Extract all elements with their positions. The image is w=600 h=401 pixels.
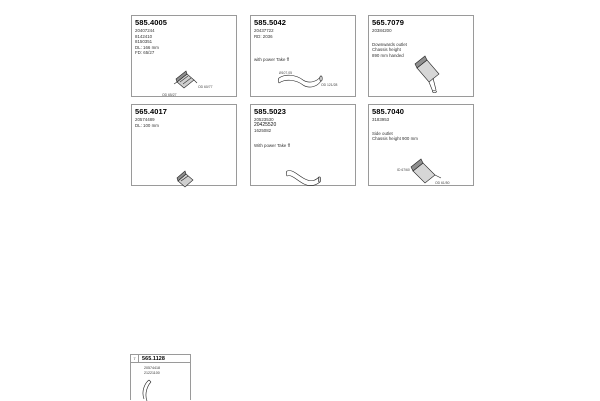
muffler-drawing (369, 105, 475, 187)
dimension-label: Ø107.05 (279, 71, 293, 75)
spec-line: 20523530 (254, 117, 274, 122)
part-card-585-4005[interactable] (131, 15, 237, 97)
item-index: 7 (131, 355, 139, 363)
spec-line: 20425520 (254, 121, 277, 128)
spec-line: 20574489 (135, 117, 155, 122)
silencer-shape (411, 159, 441, 183)
spec-note: With power Take ff (254, 142, 290, 148)
silencer-shape (415, 56, 439, 93)
spec-line: RD: 2036 (254, 33, 273, 39)
silencer-shape (177, 171, 193, 187)
part-card-565-1128[interactable] (130, 354, 191, 400)
spec-line: 21221100 (144, 370, 160, 375)
muffler-drawing (132, 16, 238, 98)
pipe-drawing (251, 105, 357, 187)
spec-line: 8150351 (135, 39, 153, 45)
part-number: 585.7040 (372, 107, 405, 116)
spec-line: DL: 100 mm (135, 122, 159, 128)
dimension-label: OD 65/27 (162, 93, 177, 97)
spec-line: DL: 166 mm (135, 44, 159, 50)
part-number: 565.7079 (372, 18, 405, 27)
silencer-shape (174, 71, 197, 88)
spec-note: Chassis height (372, 47, 401, 53)
pipe-shape (278, 75, 322, 87)
spec-note: 890 mm handed (372, 52, 404, 58)
spec-note: Chassis height 900 mm (372, 136, 418, 142)
part-number: 565.1128 (142, 356, 165, 362)
part-number: 585.5042 (254, 18, 287, 27)
muffler-drawing (369, 16, 475, 98)
pipe-drawing (131, 355, 192, 401)
pipe-shape (286, 171, 320, 186)
part-card-585-5042[interactable] (250, 15, 356, 97)
spec-line: 1625082 (254, 128, 272, 134)
part-number: 585.5023 (254, 107, 287, 116)
part-card-565-7079[interactable] (368, 15, 474, 97)
part-card-585-5023[interactable] (250, 104, 356, 186)
part-card-585-7040[interactable] (368, 104, 474, 186)
pipe-drawing (251, 16, 357, 98)
spec-line: 8142410 (135, 33, 153, 39)
spec-line: 20384200 (372, 28, 392, 33)
muffler-drawing (132, 105, 238, 187)
spec-note: with power Take ff (254, 57, 289, 63)
spec-line: 20437722 (254, 28, 274, 33)
part-card-565-4017[interactable] (131, 104, 237, 186)
spec-line: 20574418 (144, 366, 160, 370)
dimension-label: ID 67/60 (397, 168, 410, 172)
spec-note: Side outlet (372, 130, 393, 136)
spec-line: 20407244 (135, 28, 155, 33)
spec-line: 3183953 (372, 117, 390, 122)
dimension-label: OD 60/77 (198, 85, 213, 89)
dimension-label: OD 61/50 (435, 181, 450, 185)
spec-line: FD: 65/27 (135, 50, 155, 56)
part-number: 585.4005 (135, 18, 168, 27)
spec-note: Downwards outlet (372, 41, 407, 47)
pipe-shape (143, 380, 151, 401)
part-number: 565.4017 (135, 107, 168, 116)
dimension-label: OD 121/28 (321, 83, 338, 87)
